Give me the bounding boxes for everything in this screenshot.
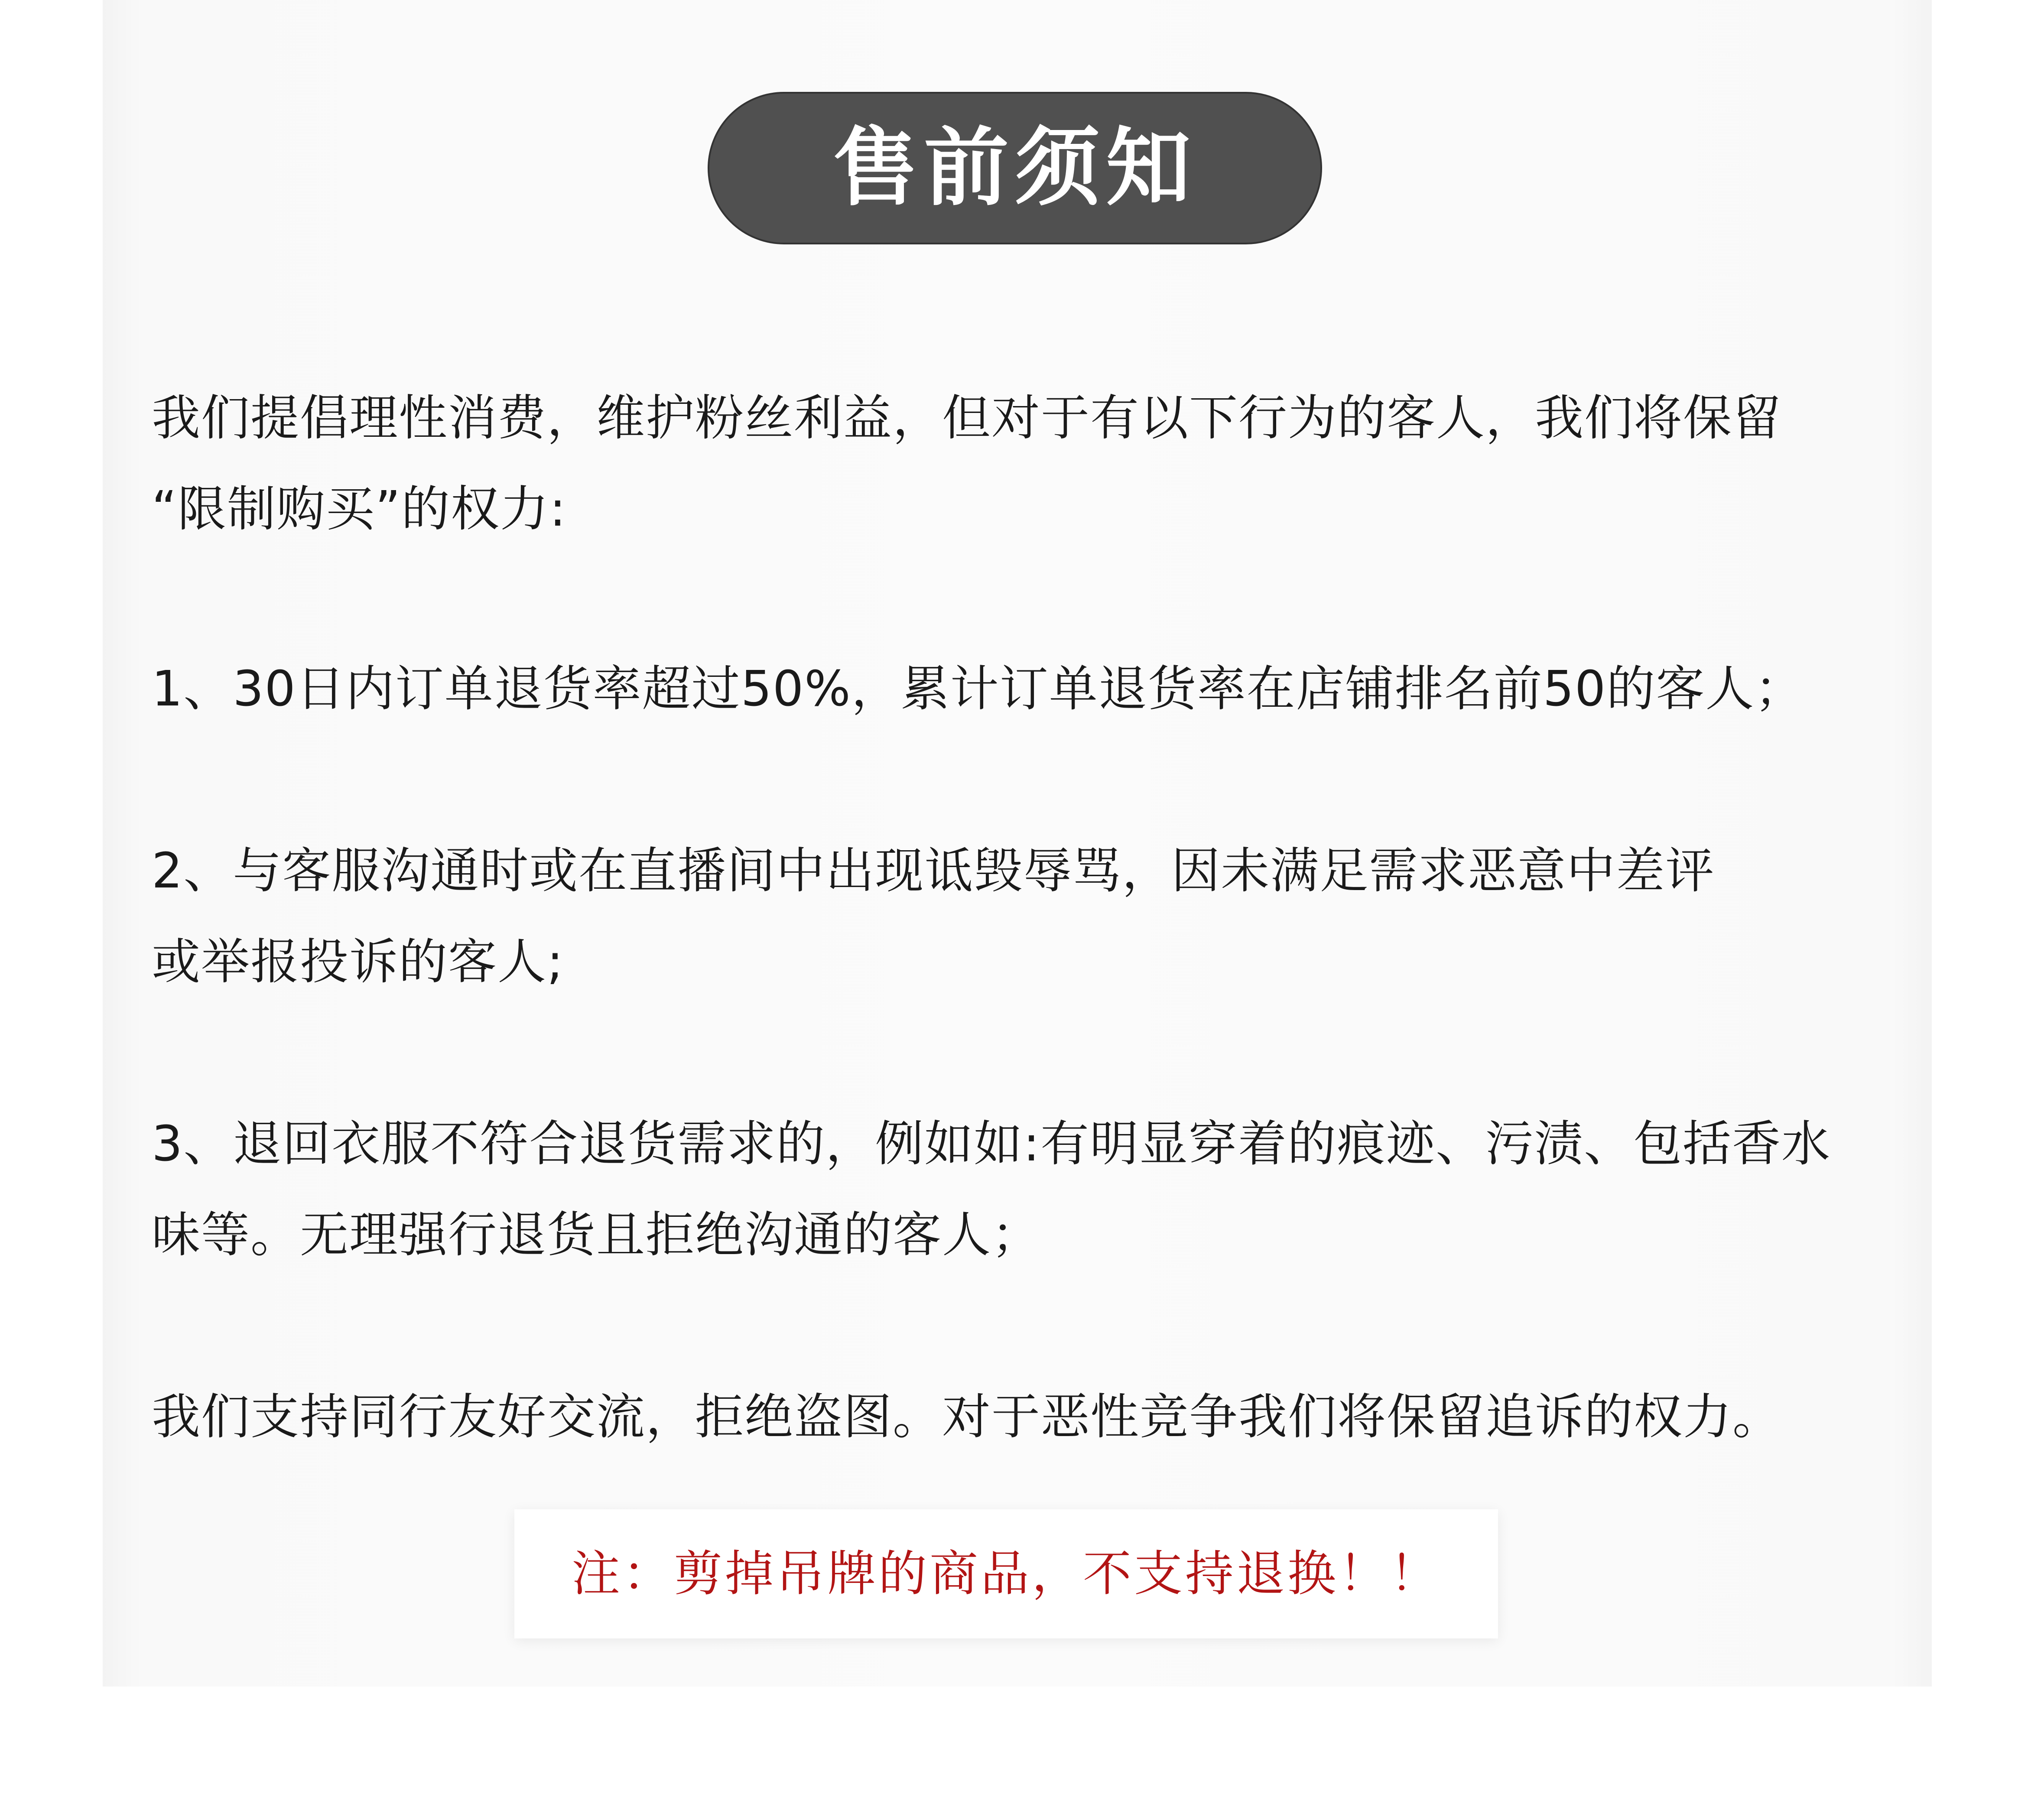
title-badge [708,92,1322,244]
rule-item-2: 2、与客服沟通时或在直播间中出现诋毁辱骂，因未满足需求恶意中差评 或举报投诉的客人; [152,843,1715,990]
note-box [514,1509,1498,1638]
intro-paragraph: 我们提倡理性消费，维护粉丝利益，但对于有以下行为的客人，我们将保留 “限制购买”的权力: [152,390,1782,537]
rule-item-3: 3、退回衣服不符合退货需求的，例如如:有明显穿着的痕迹、污渍、包括香水 味等。无理强行退货且拒绝沟通的客人； [152,1116,1831,1263]
note-text: 注：剪掉吊牌的商品，不支持退换！！ [572,1546,1441,1602]
rule-item-1: 1、30日内订单退货率超过50%，累计订单退货率在店铺排名前50的客人； [152,661,1804,717]
page-title: 售前须知 [832,119,1197,218]
closing-paragraph: 我们支持同行友好交流，拒绝盗图。对于恶性竞争我们将保留追诉的权力。 [152,1389,1782,1445]
